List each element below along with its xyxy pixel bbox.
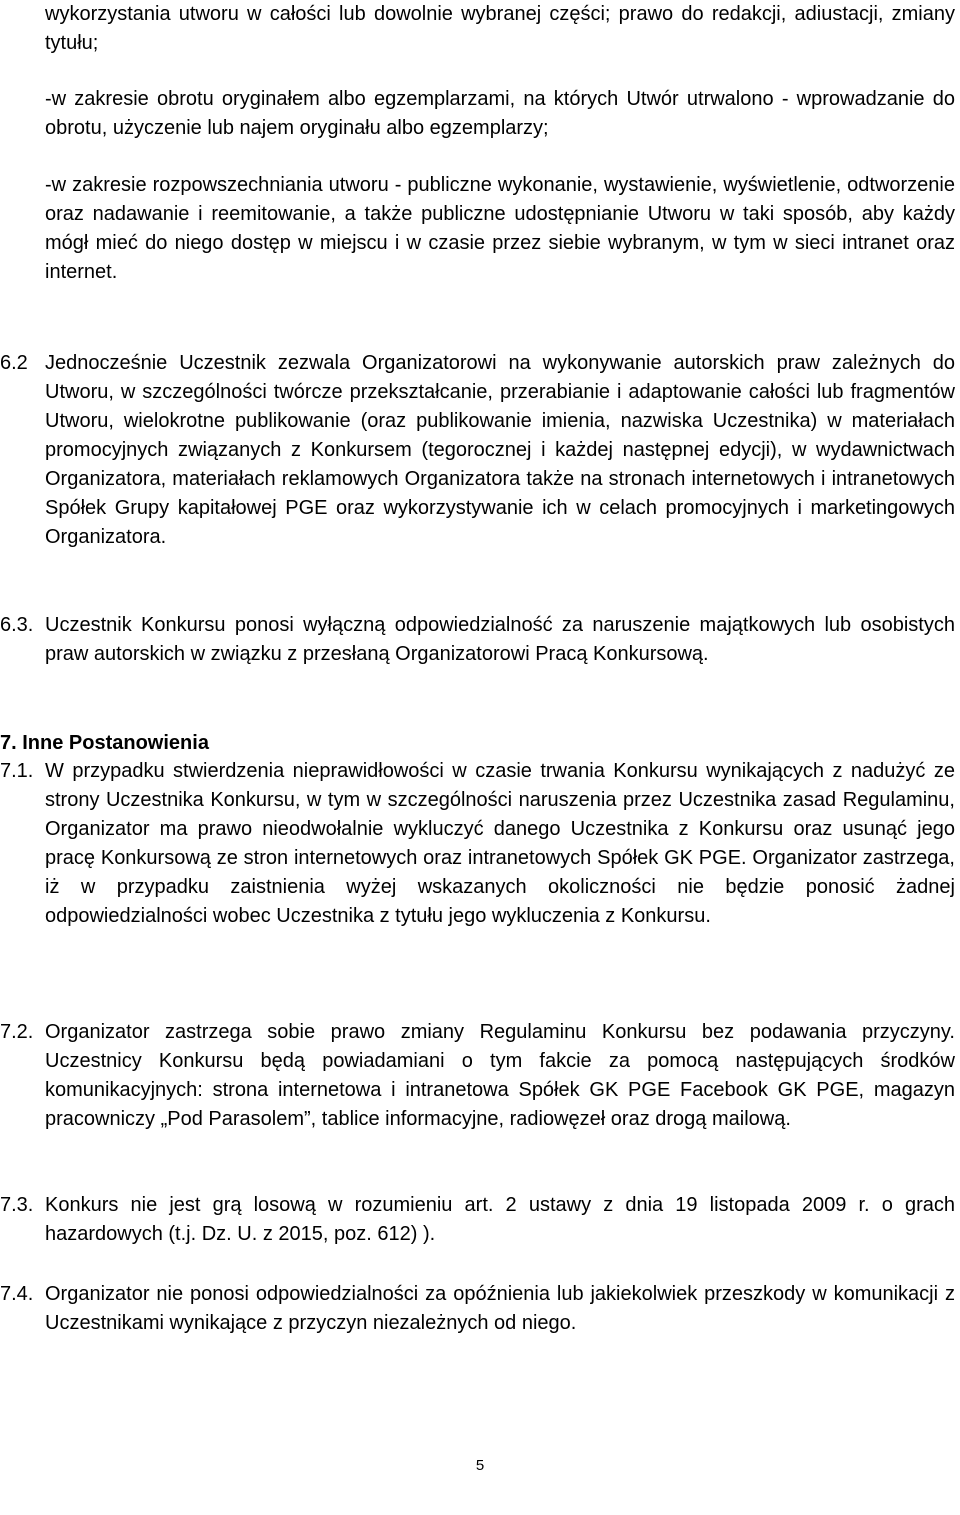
- clause-number: 7.4.: [0, 1283, 34, 1305]
- clause-number: 7.3.: [0, 1194, 34, 1216]
- clause-7-4: [0, 1280, 955, 1338]
- paragraph-rights-circulation: -w zakresie obrotu oryginałem albo egzemplarzami, na których Utwór utrwalono - wprowadzanie do obrotu, użyczenie lub najem oryginału albo egzemplarzy;: [45, 88, 955, 139]
- clause-7-1: [0, 757, 955, 931]
- clause-number: 6.2: [0, 352, 28, 374]
- section-heading: 7. Inne Postanowienia: [0, 732, 209, 754]
- clause-text: Organizator zastrzega sobie prawo zmiany Regulaminu Konkursu bez podawania przyczyny. Uczestnicy Konkursu będą powiadamiani o tym fakcie za pomocą następujących środków komunikacyjnych: strona internetowa i intranetowa Spółek GK PGE Facebook GK PGE, magazyn pracowniczy „Pod Parasolem”, tablice informacyjne, radiowęzeł oraz drogą mailową.: [45, 1021, 955, 1130]
- clause-number: 7.1.: [0, 760, 34, 782]
- paragraph-rights-editing: wykorzystania utworu w całości lub dowolnie wybranej części; prawo do redakcji, adiustacji, zmiany tytułu;: [45, 3, 955, 54]
- paragraph-rights-distribution: -w zakresie rozpowszechniania utworu - publiczne wykonanie, wystawienie, wyświetlenie, odtworzenie oraz nadawanie i reemitowanie, a także publiczne udostępnianie Utworu w taki sposób, aby każdy mógł mieć do niego dostęp w miejscu i w czasie przez siebie wybranym, w tym w sieci intranet oraz internet.: [45, 174, 955, 283]
- clause-text: Organizator nie ponosi odpowiedzialności za opóźnienia lub jakiekolwiek przeszkody w komunikacji z Uczestnikami wynikające z przyczyn niezależnych od niego.: [45, 1283, 955, 1334]
- clause-text: Konkurs nie jest grą losową w rozumieniu art. 2 ustawy z dnia 19 listopada 2009 r. o grach hazardowych (t.j. Dz. U. z 2015, poz. 612) ).: [45, 1194, 955, 1245]
- clause-number: 7.2.: [0, 1021, 34, 1043]
- clause-text: Uczestnik Konkursu ponosi wyłączną odpowiedzialność za naruszenie majątkowych lub osobistych praw autorskich w związku z przesłaną Organizatorowi Pracą Konkursową.: [45, 614, 955, 665]
- clause-6-3: [0, 611, 955, 669]
- clause-text: Jednocześnie Uczestnik zezwala Organizatorowi na wykonywanie autorskich praw zależnych do Utworu, w szczególności twórcze przekształcanie, przerabianie i adaptowanie całości lub fragmentów Utworu, wielokrotne publikowanie (oraz publikowanie imienia, nazwiska Uczestnika) w materiałach promocyjnych związanych z Konkursem (tegorocznej i każdej następnej edycji), w wydawnictwach Organizatora, materiałach reklamowych Organizatora także na stronach internetowych i intranetowych Spółek Grupy kapitałowej PGE oraz wykorzystywanie ich w celach promocyjnych i marketingowych Organizatora.: [45, 352, 955, 548]
- clause-7-2: [0, 1018, 955, 1134]
- clause-7-3: [0, 1191, 955, 1249]
- clause-text: W przypadku stwierdzenia nieprawidłowości w czasie trwania Konkursu wynikających z nadużyć ze strony Uczestnika Konkursu, w tym w szczególności naruszenia przez Uczestnika zasad Regulaminu, Organizator ma prawo nieodwołalnie wykluczyć danego Uczestnika z Konkursu oraz usunąć jego pracę Konkursową ze stron internetowych oraz intranetowych Spółek GK PGE. Organizator zastrzega, iż w przypadku zaistnienia wyżej wskazanych okoliczności nie będzie ponosić żadnej odpowiedzialności wobec Uczestnika z tytułu jego wykluczenia z Konkursu.: [45, 760, 955, 927]
- page-number: 5: [475, 1457, 485, 1474]
- clause-6-2: [0, 349, 955, 552]
- clause-number: 6.3.: [0, 614, 34, 636]
